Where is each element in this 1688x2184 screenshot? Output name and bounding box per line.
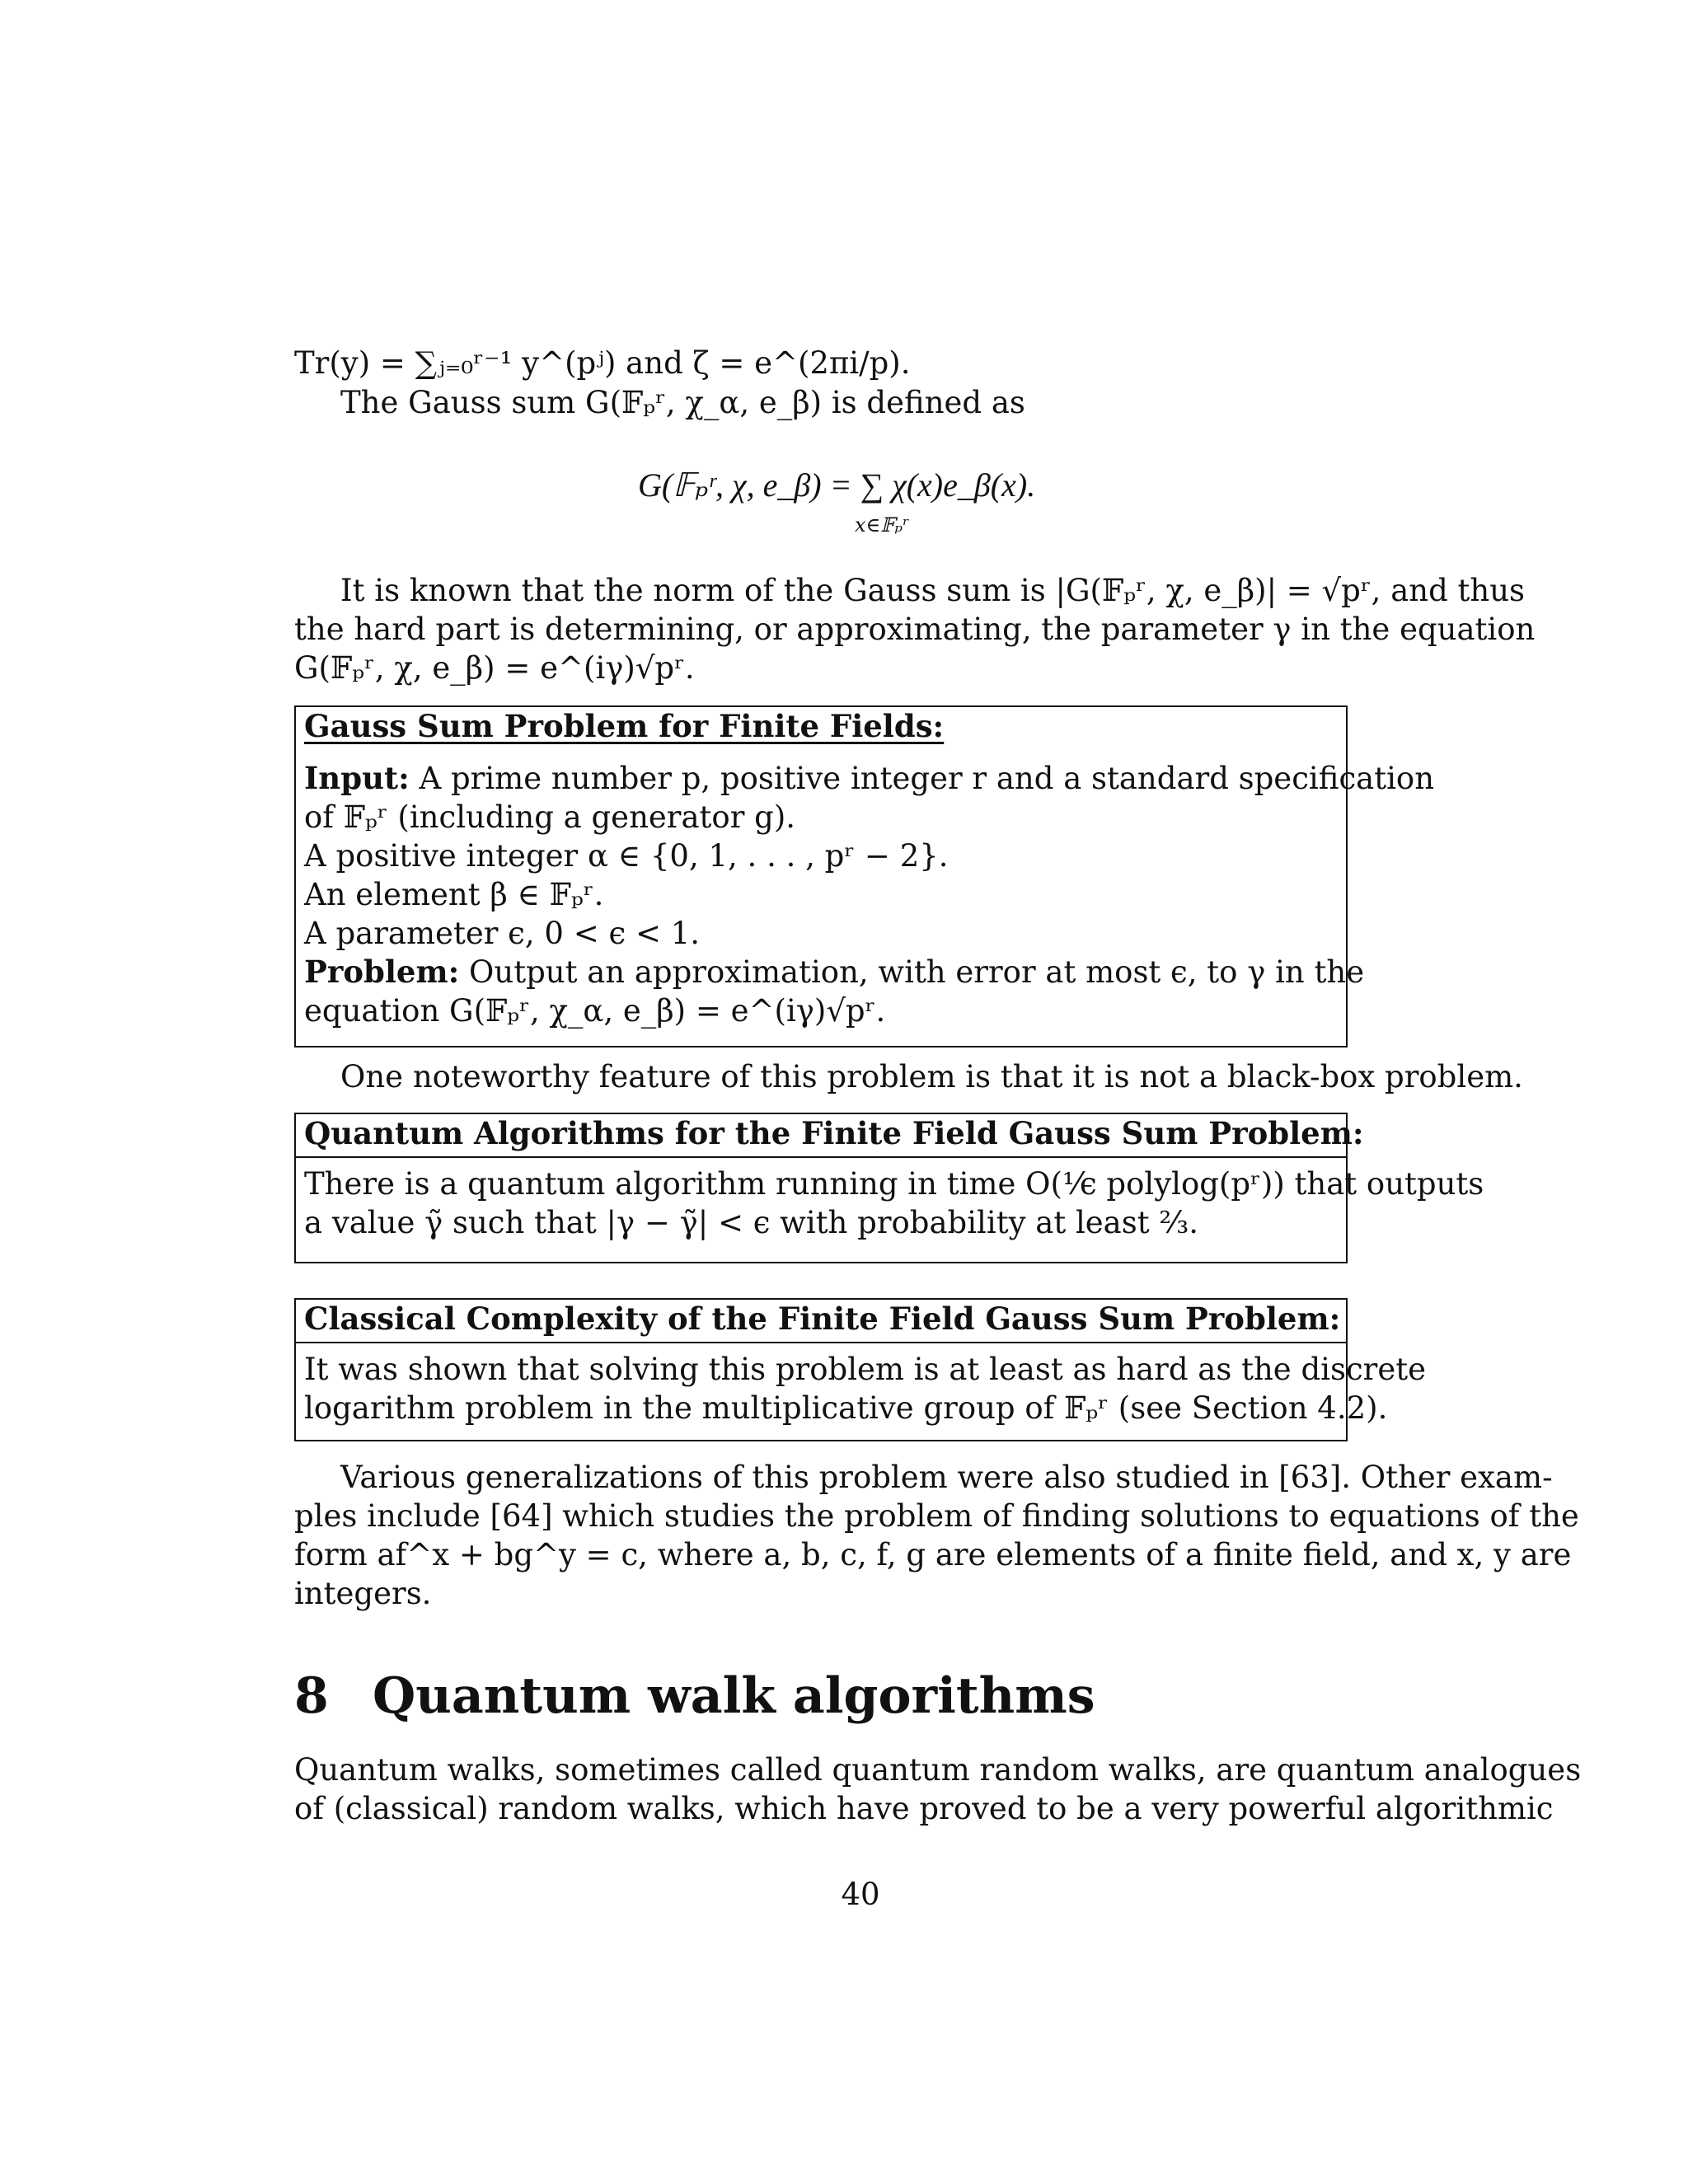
problem-label: Problem: <box>304 954 460 990</box>
problem-input-line-1 <box>304 759 1435 798</box>
gauss-sum-definition-intro: The Gauss sum G(𝔽ₚʳ, χ_α, e_β) is defined as <box>340 385 1025 420</box>
classical-complexity-title: Classical Complexity of the Finite Field Gauss Sum Problem: <box>304 1301 1341 1337</box>
classical-complexity-line-1: It was shown that solving this problem is at least as hard as the discrete <box>304 1352 1427 1387</box>
generalizations-line-4: integers. <box>294 1576 432 1611</box>
section-paragraph-line-2: of (classical) random walks, which have proved to be a very powerful algorithmic <box>294 1791 1554 1826</box>
gauss-sum-summation-subscript: x∈𝔽ₚʳ <box>855 513 910 537</box>
quantum-algorithms-line-2: a value γ̃ such that |γ − γ̃| < ϵ with probability at least ²⁄₃. <box>304 1205 1198 1240</box>
generalizations-line-2: ples include [64] which studies the problem of finding solutions to equations of the <box>294 1498 1579 1534</box>
classical-complexity-box <box>294 1298 1427 1441</box>
section-title: Quantum walk algorithms <box>373 1667 1095 1725</box>
problem-input-line-2: of 𝔽ₚʳ (including a generator g). <box>304 799 796 835</box>
classical-complexity-line-2: logarithm problem in the multiplicative group of 𝔽ₚʳ (see Section 4.2). <box>304 1390 1388 1426</box>
gauss-sum-display-equation: G(𝔽ₚʳ, χ, e_β) = ∑ χ(x)e_β(x). <box>638 466 1036 504</box>
classical-complexity-title-rule <box>296 1342 1346 1343</box>
gauss-sum-problem-box <box>294 705 1435 1047</box>
quantum-algorithms-title: Quantum Algorithms for the Finite Field Gauss Sum Problem: <box>304 1115 1364 1151</box>
problem-statement-line-2: equation G(𝔽ₚʳ, χ_α, e_β) = e^(iγ)√pʳ. <box>304 993 886 1029</box>
gauss-sum-problem-title: Gauss Sum Problem for Finite Fields: <box>304 708 945 744</box>
norm-paragraph-line-2: the hard part is determining, or approximating, the parameter γ in the equation <box>294 612 1536 647</box>
input-label: Input: <box>304 760 410 796</box>
problem-beta-line: An element β ∈ 𝔽ₚʳ. <box>304 877 604 912</box>
generalizations-line-3: form af^x + bg^y = c, where a, b, c, f, g are elements of a finite field, and x, y are <box>294 1537 1572 1572</box>
norm-paragraph-line-1: It is known that the norm of the Gauss sum is |G(𝔽ₚʳ, χ, e_β)| = √pʳ, and thus <box>340 573 1526 608</box>
quantum-algorithms-title-rule <box>296 1156 1346 1158</box>
problem-statement-line-1 <box>304 953 1365 991</box>
problem-epsilon-line: A parameter ϵ, 0 < ϵ < 1. <box>304 916 701 951</box>
input-text: A prime number p, positive integer r and a standard specification <box>409 761 1435 796</box>
paper-page <box>294 0 1582 2184</box>
generalizations-line-1: Various generalizations of this problem were also studied in [63]. Other exam- <box>340 1460 1553 1495</box>
quantum-algorithms-box <box>294 1113 1484 1263</box>
section-heading <box>294 1666 1095 1726</box>
norm-paragraph-line-3: G(𝔽ₚʳ, χ, e_β) = e^(iγ)√pʳ. <box>294 650 695 686</box>
section-paragraph-line-1: Quantum walks, sometimes called quantum random walks, are quantum analogues <box>294 1752 1582 1788</box>
problem-text: Output an approximation, with error at most ϵ, to γ in the <box>459 954 1365 990</box>
section-number: 8 <box>294 1667 329 1725</box>
quantum-algorithms-line-1: There is a quantum algorithm running in time O(¹⁄ϵ polylog(pʳ)) that outputs <box>304 1166 1484 1202</box>
problem-alpha-line: A positive integer α ∈ {0, 1, . . . , pʳ − 2}. <box>304 838 949 874</box>
trace-definition-line: Tr(y) = ∑ⱼ₌₀ʳ⁻¹ y^(pʲ) and ζ = e^(2πi/p). <box>294 345 911 381</box>
page-number: 40 <box>841 1877 880 1912</box>
noteworthy-sentence: One noteworthy feature of this problem is that it is not a black-box problem. <box>340 1059 1523 1094</box>
